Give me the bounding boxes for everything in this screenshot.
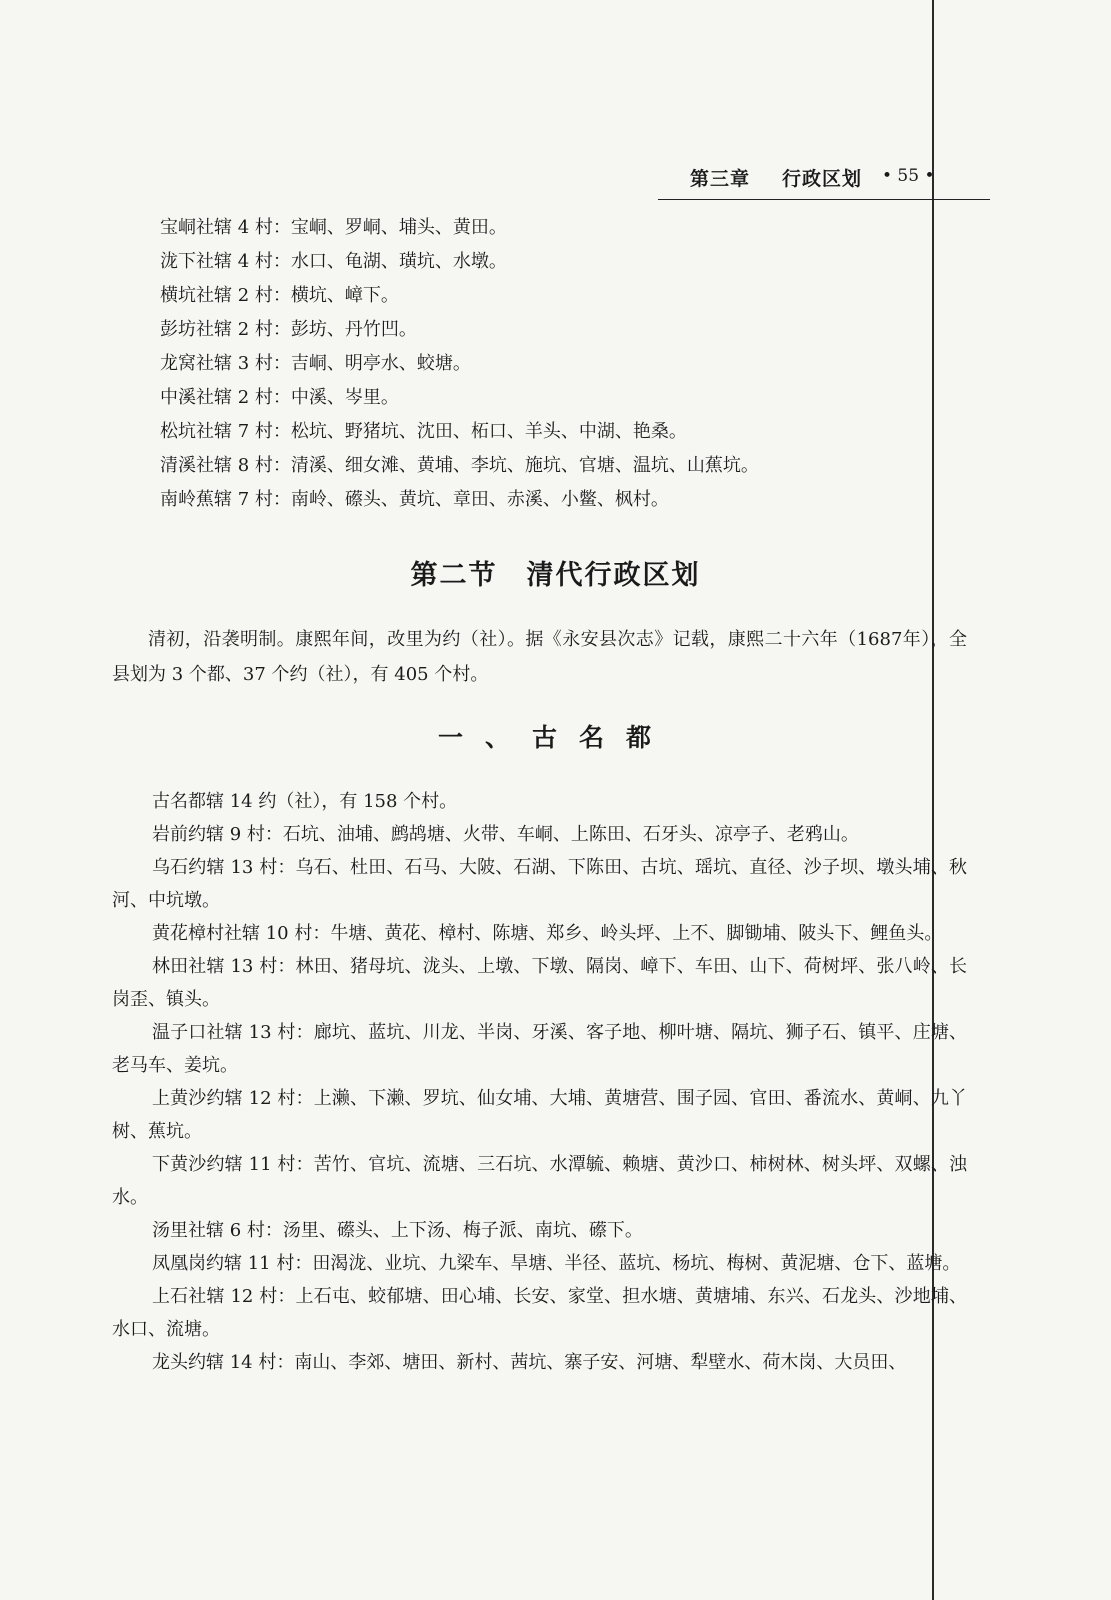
entry-paragraph: 温子口社辖 13 村：廊坑、蓝坑、川龙、半岗、牙溪、客子地、柳叶塘、隔坑、狮子石、镇平、庄塘、老马车、姜坑。: [112, 1022, 967, 1076]
list-item: 中溪社辖 2 村：中溪、岑里。: [160, 387, 399, 408]
entry-paragraph: 凤凰岗约辖 11 村：田渴泷、业坑、九梁车、旱塘、半径、蓝坑、杨坑、梅树、黄泥塘、仓下、蓝塘。: [152, 1253, 961, 1274]
entry-paragraph: 汤里社辖 6 村：汤里、礤头、上下汤、梅子派、南坑、礤下。: [152, 1220, 643, 1241]
entry-paragraph: 上石社辖 12 村：上石屯、蛟郁塘、田心埔、长安、家堂、担水塘、黄塘埔、东兴、石龙头、沙地埔、水口、流塘。: [112, 1286, 967, 1340]
subsection-title: 一、古名都: [437, 723, 673, 752]
intro-paragraph: 清初，沿袭明制。康熙年间，改里为约（社）。据《永安县次志》记载，康熙二十六年（1687年），全县划为 3 个都、37 个约（社），有 405 个村。: [112, 629, 967, 685]
page-number: • 55 •: [882, 166, 935, 186]
entry-paragraph: 岩前约辖 9 村：石坑、油埔、鹧鸪塘、火带、车峒、上陈田、石牙头、凉亭子、老鸦山。: [152, 824, 859, 845]
list-item: 龙窝社辖 3 村：吉峒、明亭水、蛟塘。: [160, 353, 471, 374]
list-item: 横坑社辖 2 村：横坑、嶂下。: [160, 285, 399, 306]
list-item: 宝峒社辖 4 村：宝峒、罗峒、埔头、黄田。: [160, 217, 507, 238]
header-chapter: 第三章: [690, 168, 751, 190]
entry-paragraph: 下黄沙约辖 11 村：苦竹、官坑、流塘、三石坑、水潭毓、赖塘、黄沙口、柿树林、树头坪、双螺、浊水。: [112, 1154, 967, 1208]
section-title: 第二节 清代行政区划: [410, 560, 701, 591]
entry-paragraph: 乌石约辖 13 村：乌石、杜田、石马、大陂、石湖、下陈田、古坑、瑶坑、直径、沙子坝、墩头埔、秋河、中坑墩。: [112, 857, 967, 911]
district-entries: [112, 785, 967, 1379]
list-item: 南岭蕉辖 7 村：南岭、礤头、黄坑、章田、赤溪、小鳖、枫村。: [160, 489, 669, 510]
entry-paragraph: 林田社辖 13 村：林田、猪母坑、泷头、上墩、下墩、隔岗、嶂下、车田、山下、荷树坪、张八岭、长岗歪、镇头。: [112, 956, 967, 1010]
entry-paragraph: 古名都辖 14 约（社），有 158 个村。: [152, 791, 458, 812]
running-header: [690, 158, 990, 198]
entry-paragraph: 黄花樟村社辖 10 村：牛塘、黄花、樟村、陈塘、郑乡、岭头坪、上不、脚锄埔、陂头下、鲤鱼头。: [152, 923, 943, 944]
entry-paragraph: 龙头约辖 14 村：南山、李郊、塘田、新村、茜坑、寨子安、河塘、犁壁水、荷木岗、大员田、: [152, 1352, 907, 1373]
list-item: 松坑社辖 7 村：松坑、野猪坑、沈田、柘口、羊头、中湖、艳桑。: [160, 421, 687, 442]
header-section: 行政区划: [782, 168, 863, 190]
list-item: 彭坊社辖 2 村：彭坊、丹竹凹。: [160, 319, 417, 340]
entry-paragraph: 上黄沙约辖 12 村：上濑、下濑、罗坑、仙女埔、大埔、黄塘营、围子园、官田、番流水、黄峒、九丫树、蕉坑。: [112, 1088, 967, 1142]
header-rule: [658, 199, 990, 200]
list-item: 清溪社辖 8 村：清溪、细女滩、黄埔、李坑、施坑、官塘、温坑、山蕉坑。: [160, 455, 759, 476]
village-list-top: [160, 211, 960, 517]
list-item: 泷下社辖 4 村：水口、龟湖、璜坑、水墩。: [160, 251, 507, 272]
